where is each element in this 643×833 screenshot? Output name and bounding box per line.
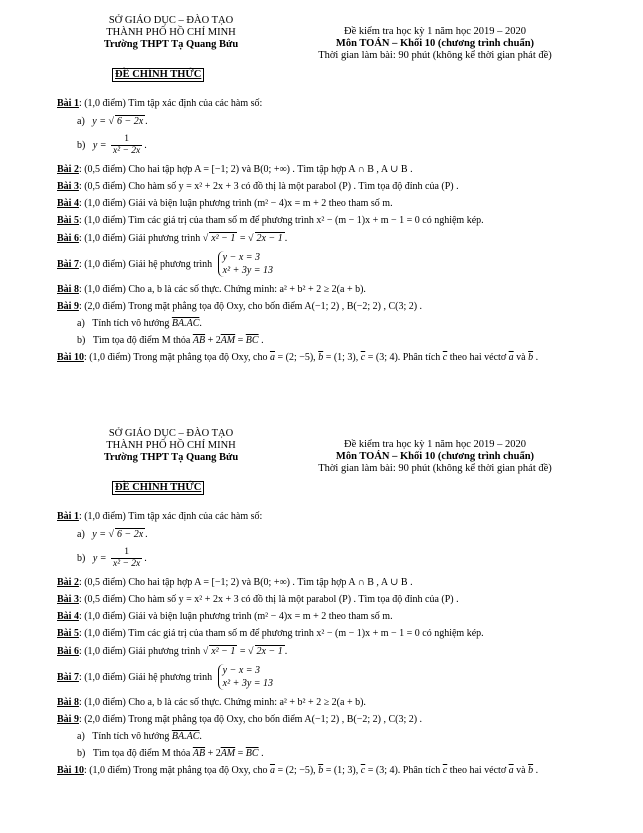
math-text: = (2; −5),	[274, 765, 319, 776]
problem-9a	[57, 318, 617, 331]
equation-system	[218, 251, 273, 277]
fraction	[111, 547, 142, 570]
problem-list	[57, 98, 617, 369]
radicand: 2x − 1	[256, 645, 283, 657]
vector: $\overline{c}$	[442, 765, 448, 776]
vector: $\overline{a}$	[269, 352, 275, 363]
math-text: =	[235, 748, 246, 759]
problem-1b	[57, 546, 617, 572]
city-name: THÀNH PHỐ HỒ CHÍ MINH	[106, 27, 236, 38]
item-label: a)	[77, 529, 85, 540]
problem-label: Bài 10	[57, 352, 84, 363]
header-left	[96, 428, 246, 464]
punct: .	[258, 748, 264, 759]
problem-label: Bài 1	[57, 511, 79, 522]
problem-6: Bài 6: (1,0 điểm) Giải phương trình √ x² − 1 = √ 2x − 1 .	[57, 232, 288, 244]
time-line: Thời gian làm bài: 90 phút (không kể thời gian phát đề)	[318, 50, 552, 61]
punct: .	[199, 731, 202, 742]
problem-9	[57, 714, 617, 727]
problem-label: Bài 7	[57, 671, 79, 683]
math-text: + 2	[205, 748, 221, 759]
problem-text: : (1,0 điểm) Tìm tập xác định của các hàm số:	[78, 98, 263, 109]
vector: $\overline{AM}$	[220, 748, 236, 759]
fraction	[111, 134, 142, 157]
dept-name: SỞ GIÁO DỤC – ĐÀO TẠO	[108, 15, 234, 26]
problem-4	[57, 611, 617, 624]
punct: .	[145, 529, 148, 540]
problem-label: Bài 7	[57, 258, 79, 270]
punct: .	[533, 352, 539, 363]
math-text: = (1; 3),	[323, 352, 361, 363]
vector: $\overline{b}$	[318, 352, 324, 363]
problem-label: Bài 1	[57, 98, 79, 109]
official-stamp: ĐỀ CHÍNH THỨC	[112, 481, 204, 495]
problem-3	[57, 181, 617, 194]
vector: $\overline{b}$	[318, 765, 324, 776]
math-text: theo hai véctơ	[447, 765, 509, 776]
math-text: = (2; −5),	[274, 352, 319, 363]
item-label: b)	[77, 553, 86, 564]
problem-text: : (0,5 điểm) Cho hai tập hợp A = [−1; 2) và B(0; +∞) . Tìm tập hợp A ∩ B , A ∪ B .	[78, 576, 413, 588]
vector: $\overline{AM}$	[220, 335, 236, 346]
problem-1b	[57, 133, 617, 159]
problem-label: Bài 8	[57, 697, 79, 708]
problem-2	[57, 164, 617, 177]
problem-5	[57, 215, 617, 228]
problem-text: : (1,0 điểm) Giải phương trình	[78, 645, 203, 657]
punct: .	[533, 765, 539, 776]
math-text: y =	[92, 529, 109, 540]
punct: .	[144, 553, 147, 564]
vector: $\overline{AB}$	[192, 748, 206, 759]
math-text: =	[237, 645, 249, 657]
official-stamp: ĐỀ CHÍNH THỨC	[112, 68, 204, 82]
equation: y − x = 3	[222, 665, 261, 677]
punct: .	[284, 645, 288, 657]
math-text: =	[237, 232, 249, 244]
vector: $\overline{a}$	[508, 352, 514, 363]
vector: $\overline{c}$	[360, 352, 366, 363]
punct: .	[258, 335, 264, 346]
denominator: x² − 2x	[113, 559, 141, 570]
problem-label: Bài 4	[57, 610, 79, 622]
vector: $\overline{c}$	[360, 765, 366, 776]
problem-9a	[57, 731, 617, 744]
subject-line: Môn TOÁN – Khối 10 (chương trình chuẩn)	[335, 38, 535, 49]
math-text: = (1; 3),	[323, 765, 361, 776]
item-label: a)	[77, 116, 85, 127]
math-text: theo hai véctơ	[447, 352, 509, 363]
problem-1a: a) y = √ 6 − 2x .	[77, 116, 148, 127]
problem-6: Bài 6: (1,0 điểm) Giải phương trình √ x² − 1 = √ 2x − 1 .	[57, 645, 288, 657]
problem-9b	[57, 748, 617, 761]
problem-1a: a) y = √ 6 − 2x .	[77, 529, 148, 540]
problem-10	[57, 352, 617, 365]
problem-2	[57, 577, 617, 590]
problem-label: Bài 2	[57, 576, 79, 588]
problem-label: Bài 3	[57, 180, 79, 192]
math-text: y =	[92, 140, 110, 151]
vector: $\overline{b}$	[528, 352, 534, 363]
vector: $\overline{BC}$	[245, 335, 259, 346]
equation: x² + 3y = 13	[222, 265, 274, 277]
exam-sheet-2	[0, 413, 643, 823]
problem-label: Bài 4	[57, 197, 79, 209]
equation-system	[218, 664, 273, 690]
problem-8	[57, 697, 617, 710]
problem-label: Bài 6	[57, 232, 79, 244]
math-text: + 2	[205, 335, 221, 346]
problem-label: Bài 5	[57, 214, 79, 226]
punct: .	[199, 318, 202, 329]
math-text: Tìm tọa độ điểm M thỏa	[92, 748, 193, 759]
math-text: Tính tích vô hướng	[92, 731, 172, 742]
dept-name: SỞ GIÁO DỤC – ĐÀO TẠO	[108, 428, 234, 439]
punct: .	[284, 232, 288, 244]
exam-title: Đề kiểm tra học kỳ 1 năm học 2019 – 2020	[344, 26, 526, 37]
problem-text: : (1,0 điểm) Cho a, b là các số thực. Chứng minh: a² + b² + 2 ≥ 2(a + b).	[78, 284, 366, 295]
math-text: =	[235, 335, 246, 346]
problem-text: : (1,0 điểm) Giải và biện luận phương trình (m² − 4)x = m + 2 theo tham số m.	[78, 197, 393, 209]
vector: BA.AC	[171, 731, 200, 742]
problem-10	[57, 765, 617, 778]
header-right	[290, 439, 580, 475]
problem-3	[57, 594, 617, 607]
radicand: x² − 1	[211, 232, 236, 244]
math-text: và	[513, 765, 529, 776]
radicand: 6 − 2x	[116, 116, 144, 127]
exam-sheet-1	[0, 0, 643, 410]
problem-text: : (1,0 điểm) Giải phương trình	[78, 232, 203, 244]
problem-label: Bài 6	[57, 645, 79, 657]
problem-9b	[57, 335, 617, 348]
problem-label: Bài 3	[57, 593, 79, 605]
item-label: b)	[77, 140, 86, 151]
problem-text: : (1,0 điểm) Trong mặt phẳng tọa độ Oxy, cho	[83, 352, 270, 363]
radicand: x² − 1	[211, 645, 236, 657]
item-label: b)	[77, 748, 86, 759]
problem-label: Bài 9	[57, 301, 79, 312]
problem-4	[57, 198, 617, 211]
equation: x² + 3y = 13	[222, 678, 274, 690]
equation: y − x = 3	[222, 252, 261, 264]
problem-8	[57, 284, 617, 297]
subject-line: Môn TOÁN – Khối 10 (chương trình chuẩn)	[335, 451, 535, 462]
vector: $\overline{a}$	[508, 765, 514, 776]
vector: BA.AC	[171, 318, 200, 329]
vector: $\overline{BC}$	[245, 748, 259, 759]
school-name: Trường THPT Tạ Quang Bửu	[103, 452, 239, 463]
problem-label: Bài 10	[57, 765, 84, 776]
problem-5	[57, 628, 617, 641]
denominator: x² − 2x	[113, 146, 141, 157]
item-label: b)	[77, 335, 86, 346]
item-label: a)	[77, 318, 85, 329]
problem-text: : (0,5 điểm) Cho hàm số y = x² + 2x + 3 có đồ thị là một parabol (P) . Tìm tọa độ đỉnh của (P) .	[78, 180, 459, 192]
numerator: 1	[111, 134, 142, 146]
math-text: y =	[92, 553, 110, 564]
problem-9	[57, 301, 617, 314]
problem-text: : (1,0 điểm) Cho a, b là các số thực. Chứng minh: a² + b² + 2 ≥ 2(a + b).	[78, 697, 366, 708]
problem-text: : (1,0 điểm) Giải hệ phương trình	[78, 671, 215, 683]
math-text: và	[513, 352, 529, 363]
radicand: 6 − 2x	[116, 529, 144, 540]
problem-label: Bài 9	[57, 714, 79, 725]
problem-text: : (2,0 điểm) Trong mặt phẳng tọa độ Oxy, cho bốn điểm A(−1; 2) , B(−2; 2) , C(3; 2) .	[78, 714, 423, 725]
math-text: Tìm tọa độ điểm M thỏa	[92, 335, 193, 346]
problem-7	[57, 250, 617, 280]
time-line: Thời gian làm bài: 90 phút (không kể thời gian phát đề)	[318, 463, 552, 474]
math-text: = (3; 4). Phân tích	[365, 352, 443, 363]
problem-text: : (1,0 điểm) Trong mặt phẳng tọa độ Oxy, cho	[83, 765, 270, 776]
problem-1	[57, 98, 617, 111]
problem-text: : (2,0 điểm) Trong mặt phẳng tọa độ Oxy, cho bốn điểm A(−1; 2) , B(−2; 2) , C(3; 2) .	[78, 301, 423, 312]
problem-label: Bài 2	[57, 163, 79, 175]
problem-list	[57, 511, 617, 782]
problem-text: : (1,0 điểm) Tìm các giá trị của tham số m để phương trình x² − (m − 1)x + m − 1 = 0 có nghiệm kép.	[78, 214, 484, 226]
problem-7	[57, 663, 617, 693]
vector: $\overline{AB}$	[192, 335, 206, 346]
header-right	[290, 26, 580, 62]
math-text: = (3; 4). Phân tích	[365, 765, 443, 776]
numerator: 1	[111, 547, 142, 559]
vector: $\overline{a}$	[269, 765, 275, 776]
problem-label: Bài 5	[57, 627, 79, 639]
vector: $\overline{b}$	[528, 765, 534, 776]
vector: $\overline{c}$	[442, 352, 448, 363]
school-name: Trường THPT Tạ Quang Bửu	[103, 39, 239, 50]
math-text: Tính tích vô hướng	[92, 318, 172, 329]
punct: .	[144, 140, 147, 151]
punct: .	[145, 116, 148, 127]
problem-text: : (1,0 điểm) Tìm các giá trị của tham số m để phương trình x² − (m − 1)x + m − 1 = 0 có nghiệm kép.	[78, 627, 484, 639]
problem-text: : (1,0 điểm) Tìm tập xác định của các hàm số:	[78, 511, 263, 522]
city-name: THÀNH PHỐ HỒ CHÍ MINH	[106, 440, 236, 451]
item-label: a)	[77, 731, 85, 742]
header-left	[96, 15, 246, 51]
problem-text: : (1,0 điểm) Giải và biện luận phương trình (m² − 4)x = m + 2 theo tham số m.	[78, 610, 393, 622]
problem-text: : (0,5 điểm) Cho hai tập hợp A = [−1; 2) và B(0; +∞) . Tìm tập hợp A ∩ B , A ∪ B .	[78, 163, 413, 175]
radicand: 2x − 1	[256, 232, 283, 244]
problem-text: : (1,0 điểm) Giải hệ phương trình	[78, 258, 215, 270]
math-text: y =	[92, 116, 109, 127]
problem-text: : (0,5 điểm) Cho hàm số y = x² + 2x + 3 có đồ thị là một parabol (P) . Tìm tọa độ đỉnh của (P) .	[78, 593, 459, 605]
problem-label: Bài 8	[57, 284, 79, 295]
problem-1	[57, 511, 617, 524]
exam-title: Đề kiểm tra học kỳ 1 năm học 2019 – 2020	[344, 439, 526, 450]
